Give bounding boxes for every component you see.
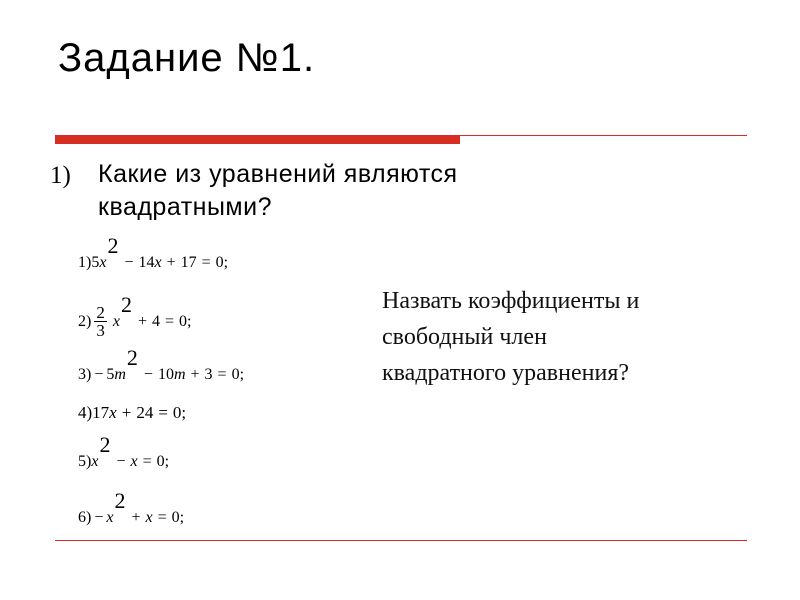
equals-sign: = bbox=[164, 313, 174, 330]
slide-title: Задание №1. bbox=[58, 36, 316, 80]
equation-variable: x bbox=[154, 254, 162, 271]
semicolon: ; bbox=[223, 254, 229, 271]
task-question bbox=[98, 158, 618, 224]
semicolon: ; bbox=[181, 403, 187, 422]
equation-coefficient: 14 bbox=[138, 254, 155, 271]
plus-sign: + bbox=[131, 509, 141, 526]
equation-variable: x bbox=[91, 453, 99, 470]
minus-sign: − bbox=[94, 366, 104, 383]
equation-rhs: 0 bbox=[231, 366, 240, 383]
fraction-denominator: 3 bbox=[96, 321, 105, 340]
equation-constant: 24 bbox=[136, 403, 154, 422]
equation-constant: 3 bbox=[204, 366, 213, 383]
task-question-line-1: Какие из уравнений являются bbox=[98, 160, 458, 188]
coefficients-prompt-line-1: Назвать коэффициенты и bbox=[382, 288, 640, 314]
equation-label: 2) bbox=[78, 313, 92, 330]
coefficients-prompt-line-2: свободный член bbox=[382, 324, 547, 350]
equation-coefficient: 10 bbox=[157, 366, 174, 383]
equals-sign: = bbox=[157, 509, 167, 526]
minus-sign: − bbox=[143, 366, 153, 383]
equation-6 bbox=[78, 488, 185, 527]
equation-variable: x bbox=[145, 509, 153, 526]
minus-sign: − bbox=[124, 254, 134, 271]
equals-sign: = bbox=[217, 366, 227, 383]
equation-constant: 17 bbox=[180, 254, 197, 271]
equation-variable: x bbox=[109, 403, 117, 422]
equation-variable: x bbox=[130, 453, 138, 470]
equation-fraction bbox=[94, 304, 107, 339]
equation-label: 5) bbox=[78, 453, 92, 470]
equals-sign: = bbox=[201, 254, 211, 271]
semicolon: ; bbox=[239, 366, 245, 383]
equation-5 bbox=[78, 432, 170, 471]
equation-exponent: 2 bbox=[114, 488, 126, 513]
equation-variable: m bbox=[114, 366, 126, 383]
equation-label: 4) bbox=[78, 403, 93, 422]
equation-3 bbox=[78, 345, 245, 384]
equation-label: 6) bbox=[78, 509, 92, 526]
equation-label: 1) bbox=[78, 254, 92, 271]
equals-sign: = bbox=[158, 403, 168, 422]
bottom-divider-line bbox=[55, 540, 747, 541]
minus-sign: − bbox=[94, 509, 104, 526]
task-list-marker: 1) bbox=[50, 162, 71, 189]
plus-sign: + bbox=[190, 366, 200, 383]
coefficients-prompt-line-3: квадратного уравнения? bbox=[382, 360, 630, 386]
equals-sign: = bbox=[142, 453, 152, 470]
equation-exponent: 2 bbox=[99, 432, 111, 457]
equation-exponent: 2 bbox=[107, 233, 119, 258]
minus-sign: − bbox=[116, 453, 126, 470]
equation-exponent: 2 bbox=[120, 292, 132, 317]
task-question-line-2: квадратными? bbox=[98, 193, 272, 221]
equation-label: 3) bbox=[78, 366, 92, 383]
coefficients-prompt bbox=[382, 283, 762, 391]
equation-1 bbox=[78, 233, 229, 272]
equation-rhs: 0 bbox=[215, 254, 224, 271]
equation-exponent: 2 bbox=[126, 345, 138, 370]
equation-coefficient: 5 bbox=[91, 254, 100, 271]
equation-constant: 4 bbox=[151, 313, 160, 330]
equation-coefficient: 5 bbox=[106, 366, 115, 383]
equation-variable: x bbox=[106, 509, 114, 526]
equation-rhs: 0 bbox=[172, 403, 182, 422]
equation-2 bbox=[78, 292, 192, 340]
top-divider-accent-bar bbox=[55, 136, 460, 144]
semicolon: ; bbox=[187, 313, 192, 330]
equation-4 bbox=[78, 403, 186, 423]
equation-coefficient: 17 bbox=[92, 403, 110, 422]
equation-variable: m bbox=[173, 366, 186, 383]
equation-rhs: 0 bbox=[171, 509, 180, 526]
equation-variable: x bbox=[112, 313, 120, 330]
plus-sign: + bbox=[121, 403, 132, 422]
semicolon: ; bbox=[179, 509, 185, 526]
equation-rhs: 0 bbox=[179, 313, 187, 330]
equation-rhs: 0 bbox=[156, 453, 165, 470]
plus-sign: + bbox=[166, 254, 176, 271]
equation-variable: x bbox=[99, 254, 107, 271]
semicolon: ; bbox=[164, 453, 170, 470]
plus-sign: + bbox=[137, 313, 147, 330]
fraction-numerator: 2 bbox=[96, 303, 105, 322]
